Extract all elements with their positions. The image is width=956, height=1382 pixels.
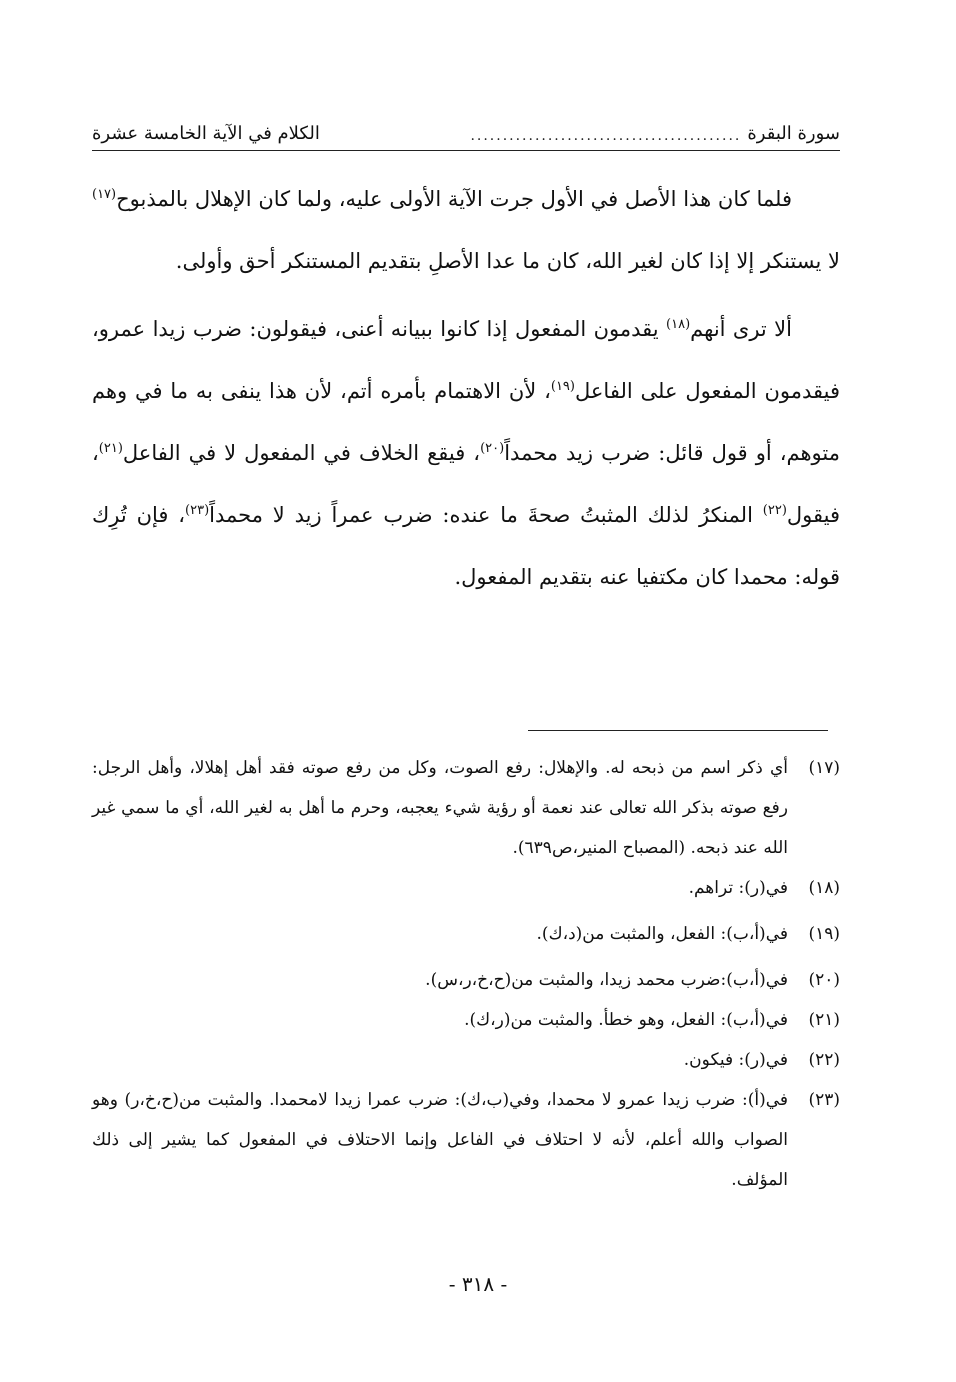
- paragraph-2: [92, 298, 840, 608]
- page-number: - ٣١٨ -: [448, 1272, 508, 1296]
- footnote-21: [92, 1000, 840, 1040]
- footnote-number: (٢٢): [808, 1050, 840, 1070]
- running-header: [92, 112, 840, 144]
- footnote-number: (١٧): [808, 758, 840, 778]
- footnote-22: [92, 1040, 840, 1080]
- header-rule: [92, 150, 840, 151]
- text-run: ، فيقع الخلاف في المفعول لا في الفاعل: [122, 441, 481, 465]
- footnote-number: (٢٣): [808, 1090, 840, 1110]
- footnote-20: [92, 960, 840, 1000]
- footnote-text: في(أ،ب):ضرب محمد زيدا، والمثبت من(ح،خ،ر،س).: [425, 970, 788, 990]
- footnote-ref-19: (١٩): [550, 379, 575, 394]
- text-run: لا يستنكر إلا إذا كان لغير الله، كان ما عدا الأصلِ بتقديم المستنكر أحق وأولى.: [175, 249, 840, 273]
- footnote-ref-22: (٢٢): [762, 503, 787, 518]
- footnote-text: في(ر): تراهم.: [688, 878, 788, 898]
- footnote-number: (١٨): [808, 878, 840, 898]
- footnote-ref-21: (٢١): [98, 441, 123, 456]
- text-run: ألا ترى أنهم: [690, 317, 792, 341]
- footnote-text: في(أ،ب): الفعل، وهو خطأ. والمثبت من(ر،ك).: [464, 1010, 788, 1030]
- main-text: [92, 168, 840, 614]
- footnote-separator: [528, 730, 828, 731]
- text-run: ، لأن الاهتمام بأمره أتم، لأن هذا ينفى به ما في وهم متوهم، أو قول قائل: ضرب زيد محمداً: [92, 379, 840, 465]
- header-topic: الكلام في الآية الخامسة عشرة: [92, 123, 320, 144]
- footnote-text: في(ر): فيكون.: [683, 1050, 788, 1070]
- text-run: يقدمون المفعول إذا كانوا ببيانه أعنى، فيقولون: ضرب زيدا عمرو، فيقدمون المفعول على الفاعل: [92, 317, 840, 403]
- footnote-number: (٢١): [808, 1010, 840, 1030]
- text-run: المنكرُ لذلك المثبتُ صحةَ ما عنده: ضرب عمراً زيد لا محمداً: [209, 503, 763, 527]
- text-run: ، فيقول: [92, 441, 840, 527]
- footnote-number: (٢٠): [808, 970, 840, 990]
- footnote-17: [92, 748, 840, 868]
- footnote-text: في(أ،ب): الفعل، والمثبت من(د،ك).: [536, 924, 788, 944]
- text-run: ، فإن تُرِك قوله: محمدا كان مكتفيا عنه بتقديم المفعول.: [92, 503, 840, 589]
- footnote-number: (١٩): [808, 924, 840, 944]
- footnote-19: [92, 914, 840, 954]
- text-run: فلما كان هذا الأصل في الأول جرت الآية الأولى عليه، ولما كان الإهلال بالمذبوح: [116, 187, 792, 211]
- footnote-ref-17: (١٧): [92, 187, 117, 202]
- footnote-ref-23: (٢٣): [185, 503, 210, 518]
- footnote-ref-20: (٢٠): [480, 441, 505, 456]
- footnote-18: [92, 868, 840, 908]
- footnote-text: أي ذكر اسم من ذبحه له. والإهلال: رفع الصوت، وكل من رفع صوته فقد أهل إهلالا، وأهل الرجل: رفع صوته بذكر الله تعالى عند نعمة أو رؤية شيء يعجبه، وحرم ما أهل به لغير الله، أي ما سمي غير الله عند ذبحه. (المصباح المنير،ص٦٣٩).: [92, 758, 788, 858]
- footnote-text: في(أ): ضرب زيدا عمرو لا محمدا، وفي(ب،ك): ضرب عمرا زيدا لامحمدا. والمثبت من(ح،خ،ر) وهو الصواب والله أعلم، لأنه لا احتلاف في الفاعل وإنما الاحتلاف في المفعول كما يشير إلى ذلك المؤلف.: [92, 1090, 788, 1190]
- footnote-23: [92, 1080, 840, 1200]
- paragraph-1: [92, 168, 840, 292]
- footnotes: [92, 748, 840, 1200]
- header-surah-name: سورة البقرة: [747, 123, 840, 144]
- header-leader-dots: ..........................................: [470, 128, 742, 144]
- footnote-ref-18: (١٨): [666, 317, 691, 332]
